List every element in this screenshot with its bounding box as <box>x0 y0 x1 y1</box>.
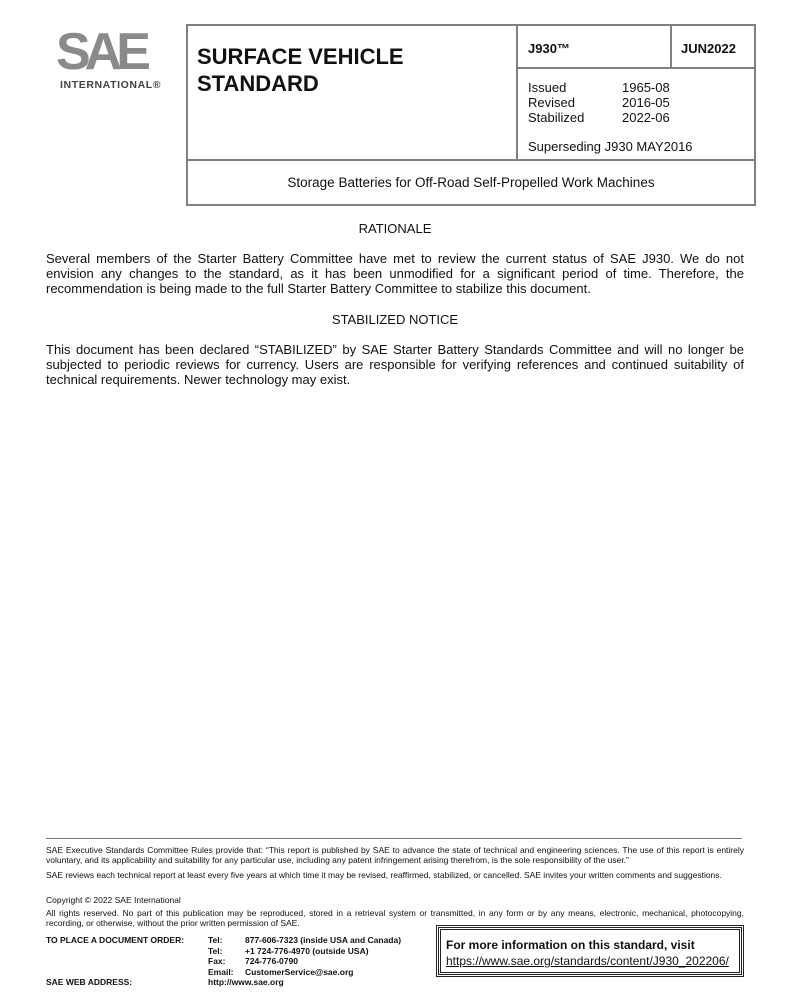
footer-copyright: Copyright © 2022 SAE International <box>46 895 181 905</box>
doc-type: SURFACE VEHICLE STANDARD <box>197 44 404 96</box>
header-box <box>186 24 756 161</box>
web-address-link[interactable]: http://www.sae.org <box>208 977 284 987</box>
contact-value: 877-606-7323 (inside USA and Canada) <box>245 935 402 945</box>
contact-key: Email: <box>208 966 234 977</box>
doc-number-cell <box>518 26 672 69</box>
stabilized-text: This document has been declared “STABILIZED” by SAE Starter Battery Standards Committee and will no longer be subjected to periodic reviews for currency. Users are responsible for verifying references and continued suitability of technical requirements. Newer technology may exist. <box>46 342 744 387</box>
doc-history <box>528 80 670 125</box>
contact-key: Fax: <box>208 956 226 966</box>
footer-rights-text: All rights reserved. No part of this publication may be reproduced, stored in a retrieval system or transmitted, in any form or by any means, electronic, mechanical, photocopying, recording, or otherwise, without the prior written permission of SAE. <box>46 908 744 928</box>
rationale-heading: RATIONALE <box>358 221 432 236</box>
more-info-title: For more information on this standard, visit <box>446 938 695 952</box>
web-address-label: SAE WEB ADDRESS: <box>46 977 133 987</box>
sae-logo <box>52 23 162 94</box>
doc-type-cell <box>188 26 518 159</box>
footer-review-text: SAE reviews each technical report at least every five years at which time it may be revised, reaffirmed, stabilized, or cancelled. SAE invites your written comments and suggestions. <box>46 870 722 880</box>
superseding-note: Superseding J930 MAY2016 <box>528 139 693 154</box>
history-label: Issued <box>528 80 567 95</box>
more-info-box <box>436 925 744 977</box>
doc-date: JUN2022 <box>681 41 736 56</box>
history-row-stabilized <box>528 110 670 125</box>
footer-divider <box>46 838 742 839</box>
history-row-revised <box>528 95 670 110</box>
contact-email[interactable]: CustomerService@sae.org <box>245 966 354 977</box>
history-label: Revised <box>528 95 575 110</box>
footer-rules-text: SAE Executive Standards Committee Rules provide that: “This report is published by SAE to advance the state of technical and engineering sciences. The use of this report is entirely voluntary, and its applicability and suitability for any particular use, including any patent infringement arising therefrom, is the sole responsibility of the user.” <box>46 845 744 865</box>
contact-list <box>208 935 401 977</box>
doc-number: J930™ <box>528 41 570 56</box>
history-label: Stabilized <box>528 110 585 125</box>
contact-key: Tel: <box>208 945 223 956</box>
subject-box <box>186 159 756 206</box>
contact-value: +1 724-776-4970 (outside USA) <box>245 945 369 956</box>
sae-logo-subtitle: INTERNATIONAL® <box>60 79 162 91</box>
contact-row <box>208 946 401 957</box>
sae-logo-mark: SAE <box>56 23 145 81</box>
history-value: 1965-08 <box>622 80 670 95</box>
contact-row <box>208 935 401 946</box>
order-label: TO PLACE A DOCUMENT ORDER: <box>46 935 185 945</box>
contact-key: Tel: <box>208 935 223 945</box>
history-value: 2022-06 <box>622 110 670 125</box>
contact-value: 724-776-0790 <box>245 956 298 966</box>
doc-subject: Storage Batteries for Off-Road Self-Propelled Work Machines <box>287 175 655 190</box>
rationale-text: Several members of the Starter Battery Committee have met to review the current status of SAE J930. We do not envision any changes to the standard, as it has been unmodified for a significant period of time. Therefore, the recommendation is being made to the full Starter Battery Committee to stabilize this document. <box>46 251 744 296</box>
contact-row <box>208 956 401 967</box>
contact-row <box>208 967 401 978</box>
doc-date-cell <box>672 26 754 69</box>
history-row-issued <box>528 80 670 95</box>
more-info-link[interactable]: https://www.sae.org/standards/content/J930_202206/ <box>446 954 729 968</box>
stabilized-heading: STABILIZED NOTICE <box>331 312 459 327</box>
history-value: 2016-05 <box>622 95 670 110</box>
